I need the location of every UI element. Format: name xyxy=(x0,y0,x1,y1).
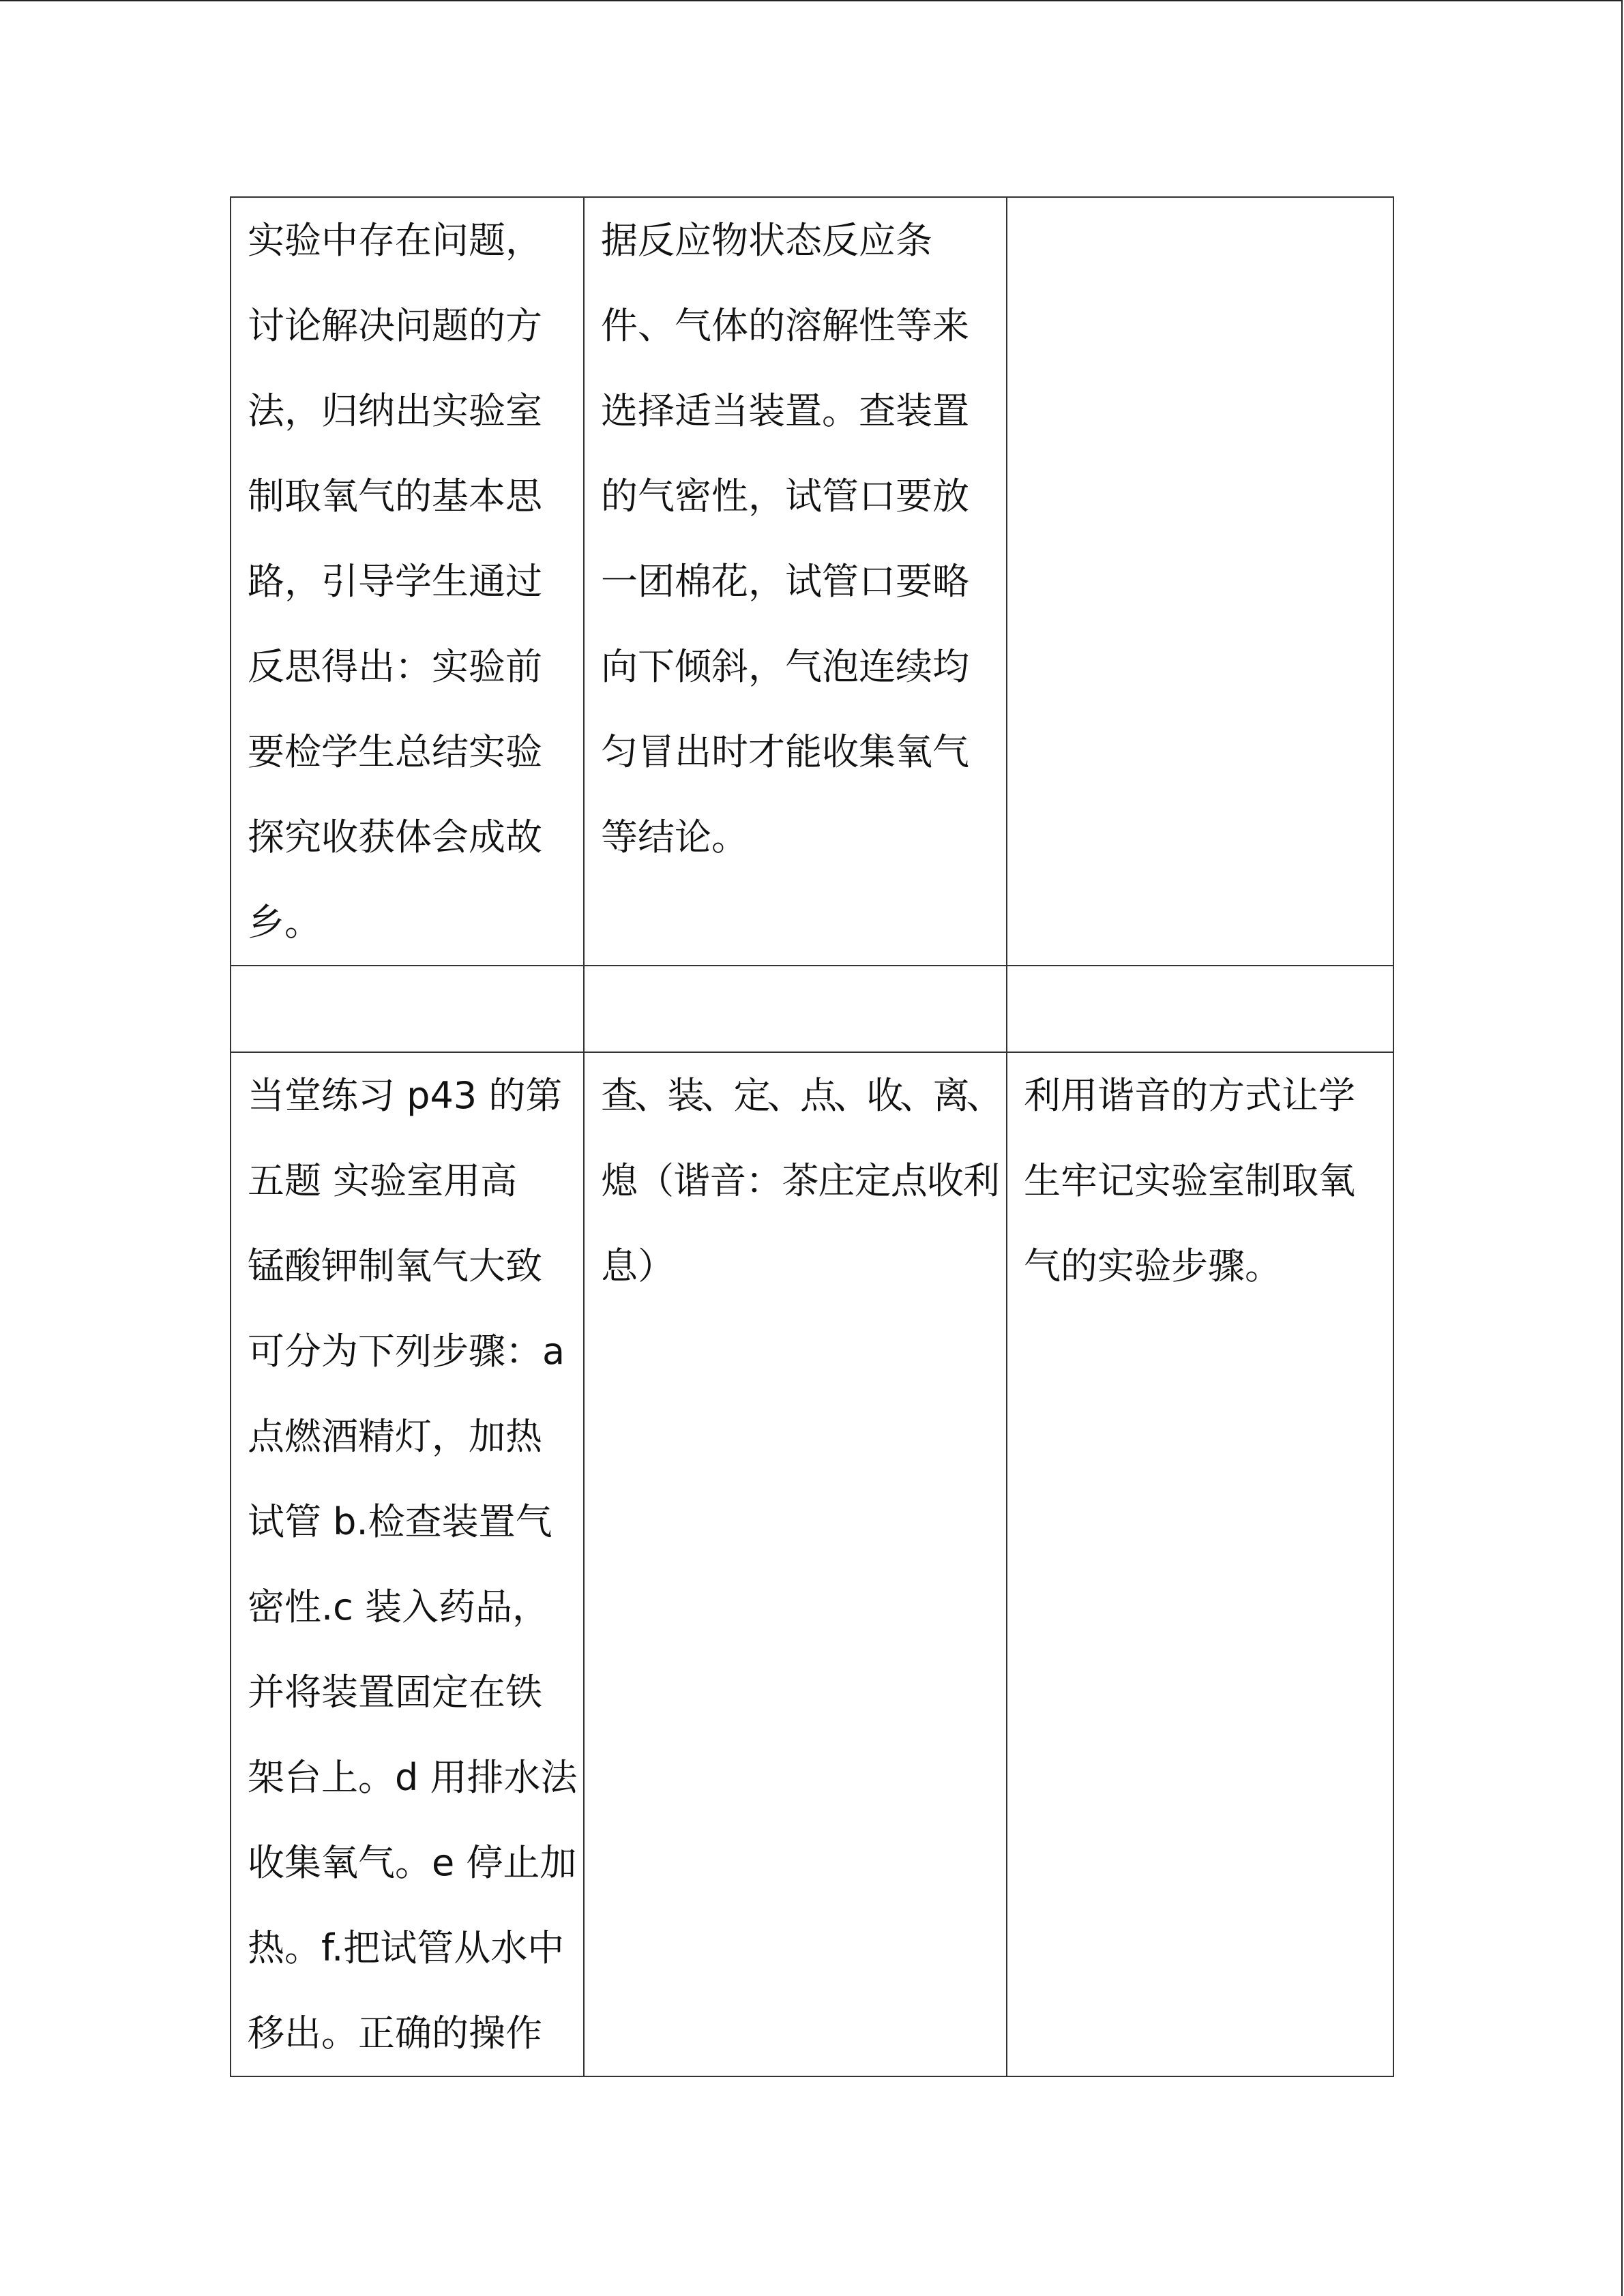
table-row xyxy=(231,966,1393,1052)
text-line: 一团棉花，试管口要略 xyxy=(601,560,969,603)
text-line: 移出。正确的操作 xyxy=(248,2012,542,2055)
empty-cell xyxy=(231,966,584,1052)
cell-mnemonic-purpose xyxy=(1007,1052,1393,2076)
empty-cell xyxy=(1007,966,1393,1052)
text-line: 法，归纳出实验室 xyxy=(248,389,542,432)
text-line: 反思得出：实验前 xyxy=(248,645,542,688)
text-line: 等结论。 xyxy=(601,816,748,859)
text-line: 锰酸钾制氧气大致 xyxy=(248,1244,542,1287)
text-line: 熄（谐音：茶庄定点收利 xyxy=(601,1159,999,1202)
text-line: 查、装、定、点、收、离、 xyxy=(601,1074,999,1117)
text-line: 讨论解决问题的方 xyxy=(248,304,542,347)
text-line: 收集氧气。e 停止加 xyxy=(248,1841,577,1884)
text-line: 并将装置固定在铁 xyxy=(248,1671,542,1714)
text-line: 要检学生总结实验 xyxy=(248,730,542,773)
text-line: 实验中存在问题， xyxy=(248,219,542,262)
text-line: 气的实验步骤。 xyxy=(1024,1244,1282,1287)
text-line: 试管 b.检查装置气 xyxy=(248,1500,552,1543)
text-line: 制取氧气的基本思 xyxy=(248,475,542,518)
text-line: 选择适当装置。查装置 xyxy=(601,389,969,432)
empty-cell xyxy=(584,966,1007,1052)
cell-mnemonic xyxy=(584,1052,1007,2076)
text-line: 息） xyxy=(601,1244,675,1287)
cell-exercise xyxy=(231,1052,584,2076)
lesson-table xyxy=(230,196,1394,2077)
text-line: 的气密性，试管口要放 xyxy=(601,475,969,518)
table-row xyxy=(231,1052,1393,2076)
text-line: 利用谐音的方式让学 xyxy=(1024,1074,1355,1117)
table-row xyxy=(231,197,1393,966)
text-line: 当堂练习 p43 的第 xyxy=(248,1074,563,1117)
text-line: 五题 实验室用高 xyxy=(248,1159,518,1202)
text-line: 架台上。d 用排水法 xyxy=(248,1756,578,1799)
text-line: 件、气体的溶解性等来 xyxy=(601,304,969,347)
cell-teacher-activity xyxy=(231,197,584,966)
text-line: 点燃酒精灯，加热 xyxy=(248,1415,542,1458)
text-line: 生牢记实验室制取氧 xyxy=(1024,1159,1355,1202)
text-line: 热。f.把试管从水中 xyxy=(248,1926,565,1969)
text-line: 密性.c 装入药品， xyxy=(248,1585,550,1628)
text-line: 据反应物状态反应条 xyxy=(601,219,932,262)
text-line: 探究收获体会成故 xyxy=(248,816,542,859)
text-line: 向下倾斜，气泡连续均 xyxy=(601,645,969,688)
text-line: 匀冒出时才能收集氧气 xyxy=(601,730,969,773)
text-line: 可分为下列步骤：a xyxy=(248,1330,565,1373)
text-line: 乡。 xyxy=(248,901,321,944)
text-line: 路，引导学生通过 xyxy=(248,560,542,603)
cell-design-intent xyxy=(1007,197,1393,966)
cell-student-activity xyxy=(584,197,1007,966)
